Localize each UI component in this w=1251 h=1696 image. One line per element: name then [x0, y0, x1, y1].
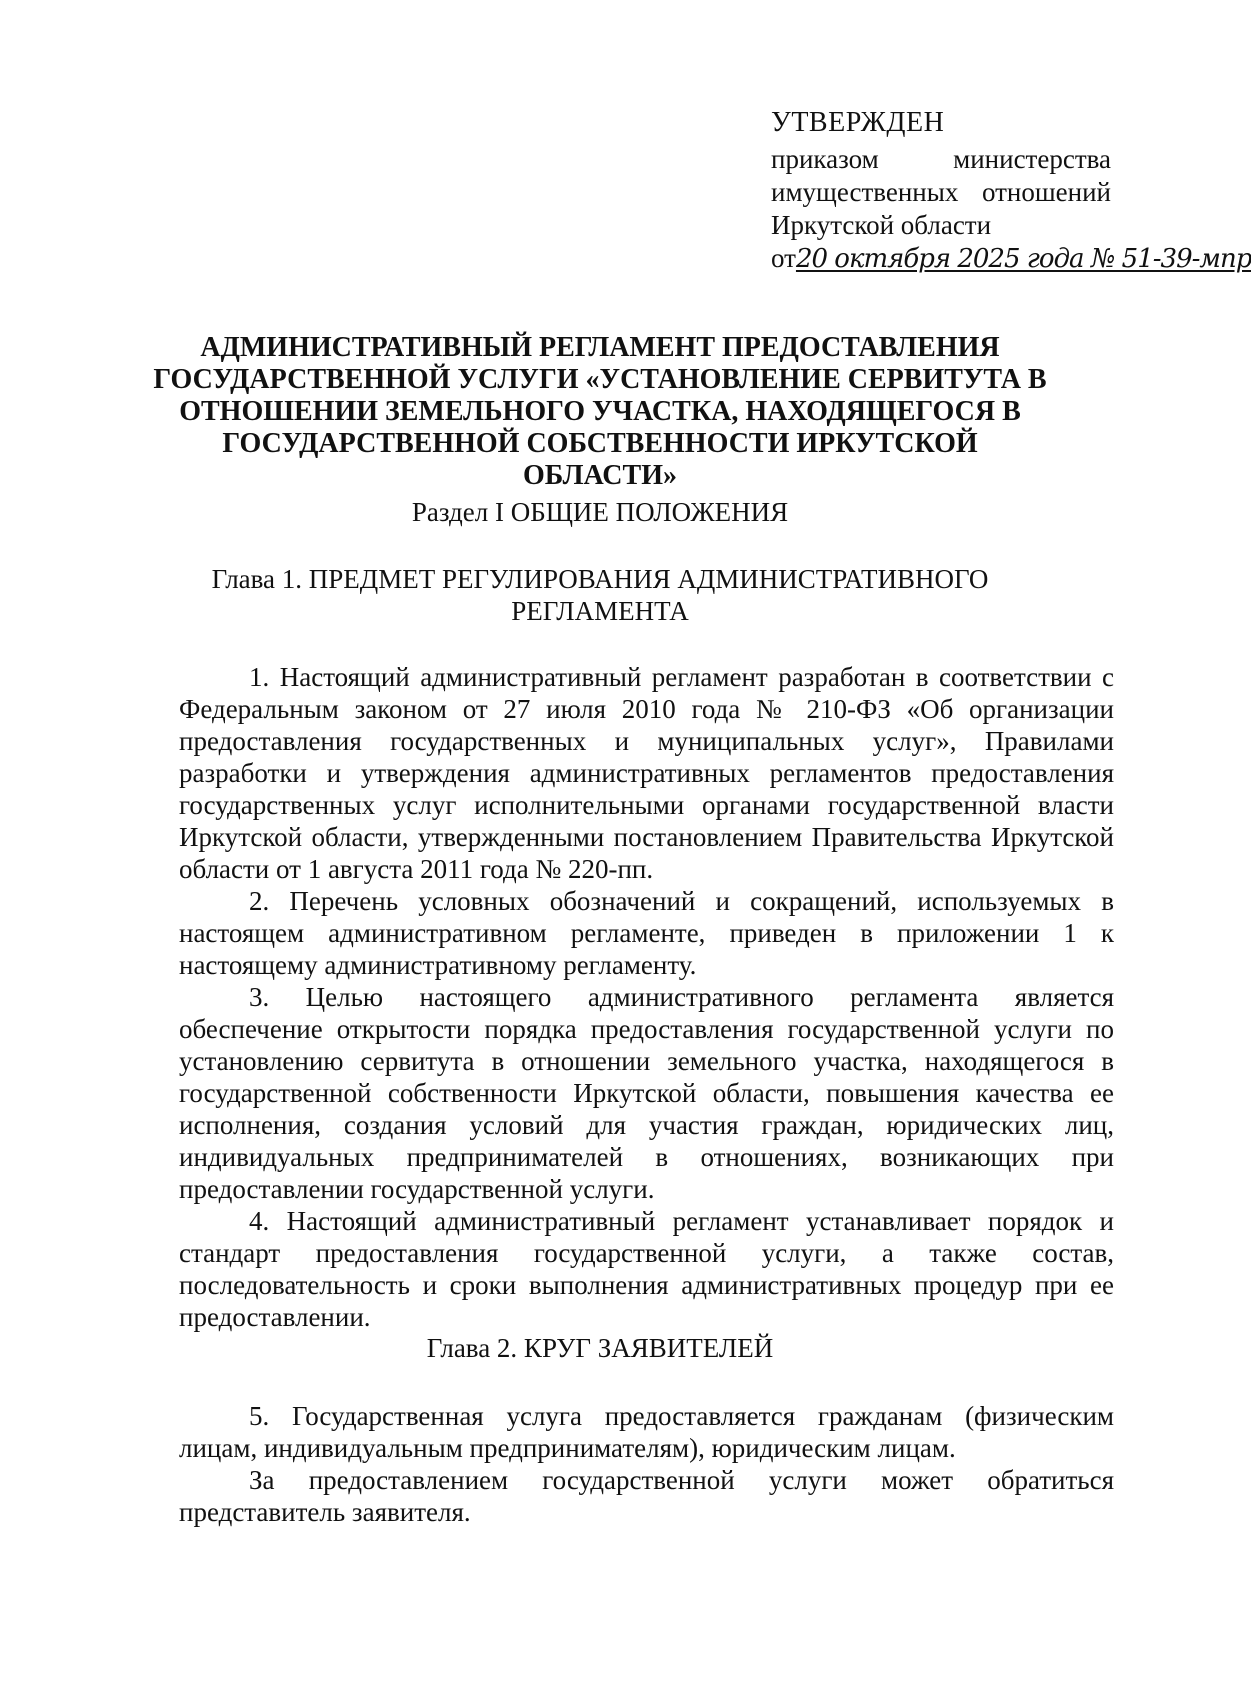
paragraph-5: 5. Государственная услуга предоставляется гражданам (физическим лицам, индивидуальным предпринимателям), юридическим лицам. [179, 1401, 1114, 1463]
approval-line-relations: имущественных отношений [771, 177, 1111, 207]
document-title: АДМИНИСТРАТИВНЫЙ РЕГЛАМЕНТ ПРЕДОСТАВЛЕНИЯ ГОСУДАРСТВЕННОЙ УСЛУГИ «УСТАНОВЛЕНИЕ СЕРВИТУТА В ОТНОШЕНИИ ЗЕМЕЛЬНОГО УЧАСТКА, НАХОДЯЩЕГОСЯ В ГОСУДАРСТВЕННОЙ СОБСТВЕННОСТИ ИРКУТСКОЙ ОБЛАСТИ» [153, 332, 1047, 491]
handwritten-date-number: 20 октября 2025 года № 51-39-мпр [795, 244, 1251, 274]
approval-date-prefix: от [771, 243, 796, 273]
paragraph-2: 2. Перечень условных обозначений и сокращений, используемых в настоящем административном регламенте, приведен в приложении 1 к настоящему административному регламенту. [179, 886, 1114, 980]
approval-line-region: Иркутской области [771, 210, 992, 240]
approval-date-line [771, 242, 1251, 276]
paragraph-3: 3. Целью настоящего административного регламента является обеспечение открытости порядка предоставления государственной услуги по установлению сервитута в отношении земельного участка, находящегося в государственной собственности Иркутской области, повышения качества ее исполнения, создания условий для участия граждан, юридических лиц, индивидуальных предпринимателей в отношениях, возникающих при предоставлении государственной услуги. [179, 982, 1114, 1204]
section-heading: Раздел I ОБЩИЕ ПОЛОЖЕНИЯ [411, 497, 789, 527]
approval-line-order: приказом министерства [771, 144, 1111, 174]
approval-heading: УТВЕРЖДЕН [771, 107, 945, 138]
chapter-1-body [179, 661, 1114, 1333]
paragraph-1: 1. Настоящий административный регламент разработан в соответствии с Федеральным законом от 27 июля 2010 года № 210-ФЗ «Об организации предоставления государственных и муниципальных услуг», Правилами разработки и утверждения административных регламентов предоставления государственных услуг исполнительными органами государственной власти Иркутской области, утвержденными постановлением Правительства Иркутской области от 1 августа 2011 года № 220-пп. [179, 662, 1114, 884]
chapter-2-body [179, 1400, 1114, 1528]
paragraph-4: 4. Настоящий административный регламент устанавливает порядок и стандарт предоставления государственной услуги, а также состав, последовательность и сроки выполнения административных процедур при ее предоставлении. [179, 1206, 1114, 1332]
chapter-2-heading: Глава 2. КРУГ ЗАЯВИТЕЛЕЙ [426, 1333, 774, 1363]
paragraph-representative: За предоставлением государственной услуги может обратиться представитель заявителя. [179, 1465, 1114, 1527]
chapter-1-heading: Глава 1. ПРЕДМЕТ РЕГУЛИРОВАНИЯ АДМИНИСТРАТИВНОГО РЕГЛАМЕНТА [211, 564, 989, 626]
approval-stamp-block [771, 106, 1251, 276]
